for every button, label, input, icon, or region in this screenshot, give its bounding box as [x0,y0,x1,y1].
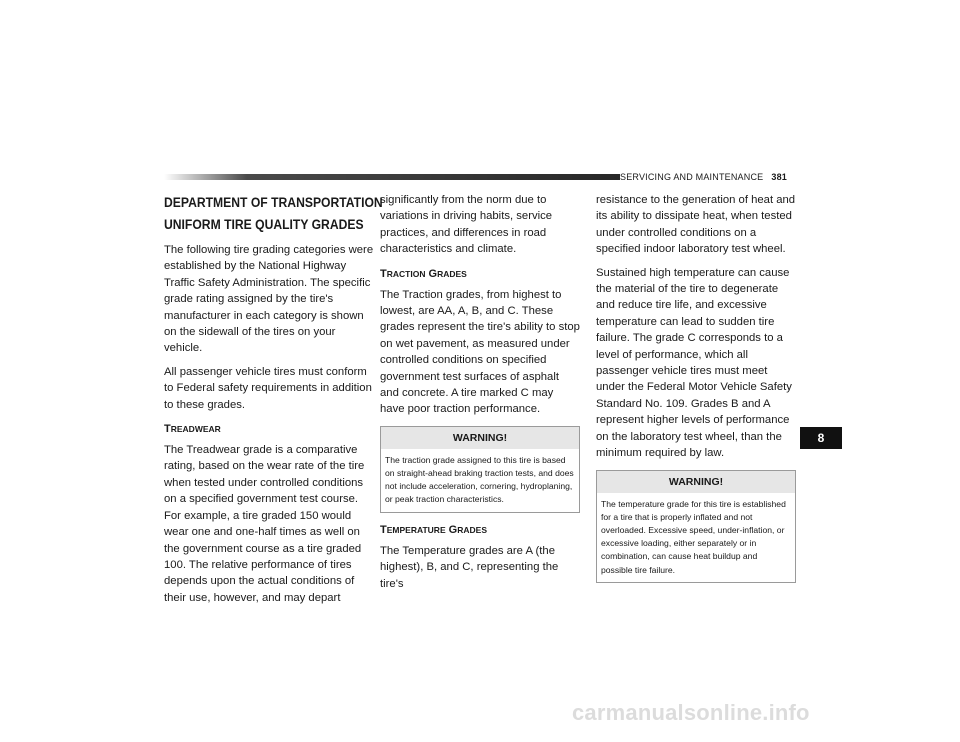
treadwear-paragraph-continued: significantly from the norm due to variations in driving habits, service practices, and differences in road characteristics and climate. [380,194,553,256]
intro-paragraph-1: The following tire grading categories were established by the National Highway Traffic Safety Administration. The specific grade rating assigned by the tire's manufacturer in each category is shown on the sidewall of the tires on your vehicle. [164,244,374,355]
treadwear-heading: TREADWEAR [164,423,221,436]
temperature-heading: TEMPERATURE GRADES [380,523,487,536]
intro-paragraph-2: All passenger vehicle tires must conform to Federal safety requirements in addition to these grades. [164,365,372,411]
temperature-paragraph: The Temperature grades are A (the highest), B, and C, representing the tire's [380,544,559,590]
traction-paragraph: The Traction grades, from highest to lowest, are AA, A, B, and C. These grades represent the tire's ability to stop on wet pavement, as measured under controlled conditions on specified government test surfaces of asphalt and concrete. A tire marked C may have poor traction performance. [380,288,580,416]
section-name: SERVICING AND MAINTENANCE [620,172,764,182]
treadwear-paragraph: The Treadwear grade is a comparative rating, based on the wear rate of the tire when tested under controlled conditions on a specified government test course. For example, a tire graded 150 would wear one and one-half times as well on the government course as a tire graded 100. The relative performance of tires depends upon the actual conditions of their use, however, and may depart [164,444,365,604]
column-3 [596,192,796,593]
column-2 [380,192,580,599]
column-1 [164,192,383,613]
running-head [620,170,787,184]
page-title-line-1: DEPARTMENT OF TRANSPORTATION [164,195,383,210]
traction-warning-box [380,426,580,513]
warning-title: WARNING! [597,471,795,493]
temperature-warning-box [596,470,796,583]
chapter-tab: 8 [800,427,842,449]
temperature-paragraph-continued: resistance to the generation of heat and its ability to dissipate heat, when tested under controlled conditions on a specified indoor laboratory test wheel. [596,194,796,256]
page-title-line-2: UNIFORM TIRE QUALITY GRADES [164,217,364,232]
page-number: 381 [771,172,787,182]
warning-text: The traction grade assigned to this tire is based on straight-ahead braking traction tests, and does not include acceleration, cornering, hydroplaning, or peak traction characteristics. [385,454,574,505]
watermark: carmanualsonline.info [572,700,810,725]
page-title [164,192,383,236]
warning-text: The temperature grade for this tire is established for a tire that is properly inflated and not overloaded. Excessive speed, under-inflation, or excessive loading, either separately or in combination, can cause heat buildup and possible tire failure. [601,498,786,575]
traction-heading: TRACTION GRADES [380,267,467,280]
temperature-paragraph-2: Sustained high temperature can cause the material of the tire to degenerate and reduce tire life, and excessive temperature can lead to sudden tire failure. The grade C corresponds to a level of performance, which all passenger vehicle tires must meet under the Federal Motor Vehicle Safety Standard No. 109. Grades B and A represent higher levels of performance on the laboratory test wheel, than the minimum required by law. [596,266,792,460]
warning-title: WARNING! [381,427,579,449]
